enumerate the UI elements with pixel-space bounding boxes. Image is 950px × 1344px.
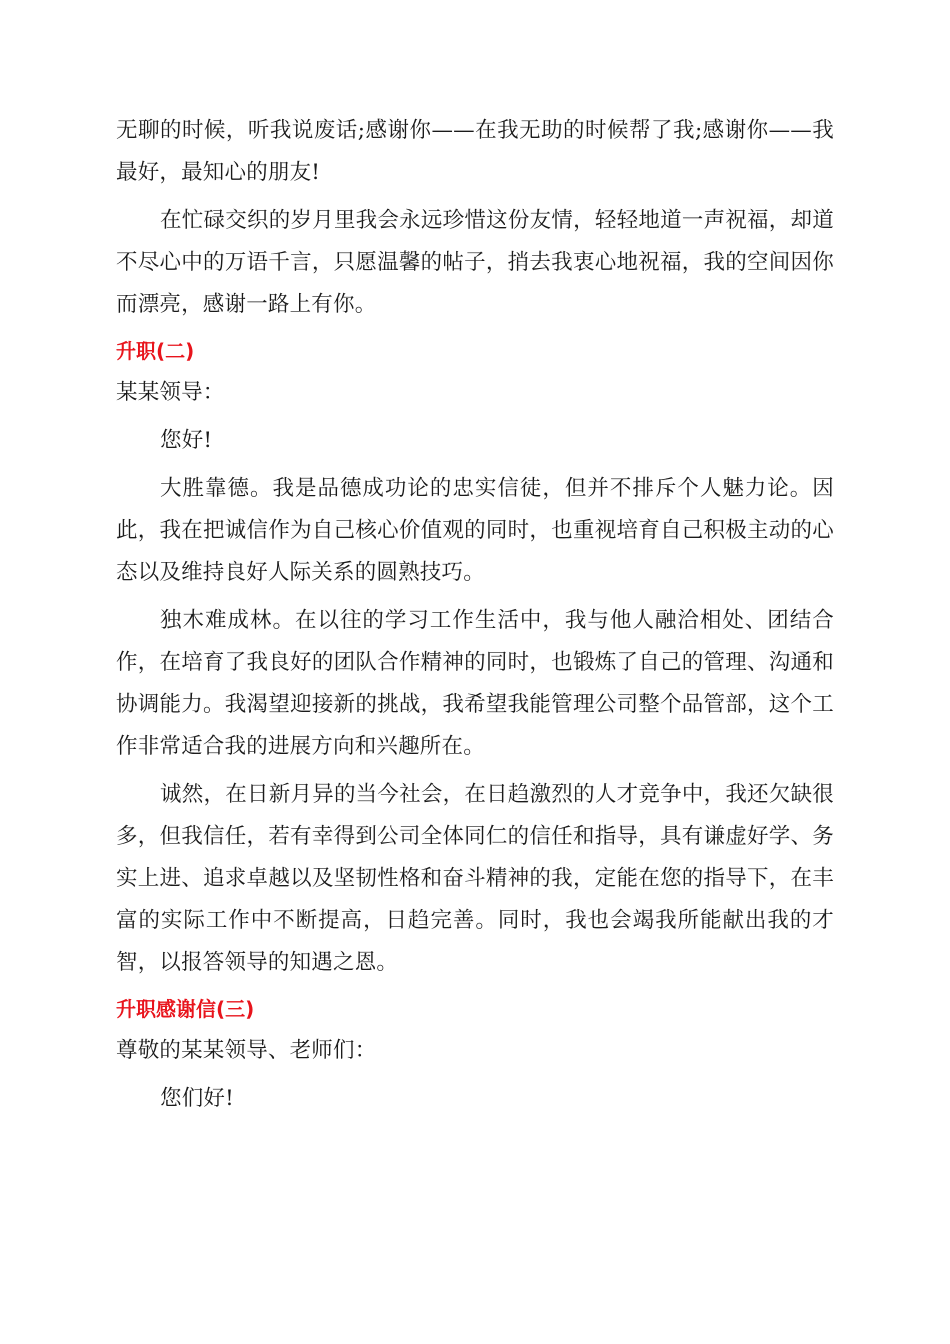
paragraph-virtue: 大胜靠德。我是品德成功论的忠实信徒，但并不排斥个人魅力论。因此，我在把诚信作为自己核心价值观的同时，也重视培育自己积极主动的心态以及维持良好人际关系的圆熟技巧。 (116, 476, 834, 585)
salutation-leader: 某某领导： (116, 380, 225, 405)
document-page (116, 110, 834, 1120)
paragraph-commitment: 诚然，在日新月异的当今社会，在日趋激烈的人才竞争中，我还欠缺很多，但我信任，若有幸得到公司全体同仁的信任和指导，具有谦虚好学、务实上进、追求卓越以及坚韧性格和奋斗精神的我，定能在您的指导下，在丰富的实际工作中不断提高，日趋完善。同时，我也会竭我所能献出我的才智，以报答领导的知遇之恩。 (116, 782, 834, 975)
section-heading-promotion-2: 升职(二) (116, 339, 195, 363)
greeting-hello: 您好! (160, 428, 213, 453)
section-heading-promotion-3: 升职感谢信(三) (116, 997, 255, 1021)
paragraph-blessing: 在忙碌交织的岁月里我会永远珍惜这份友情，轻轻地道一声祝福，却道不尽心中的万语千言，只愿温馨的帖子，捎去我衷心地祝福，我的空间因你而漂亮，感谢一路上有你。 (116, 208, 834, 317)
salutation-leaders-teachers: 尊敬的某某领导、老师们： (116, 1038, 377, 1063)
paragraph-teamwork: 独木难成林。在以往的学习工作生活中，我与他人融洽相处、团结合作，在培育了我良好的团队合作精神的同时，也锻炼了自己的管理、沟通和协调能力。我渴望迎接新的挑战，我希望我能管理公司整个品管部，这个工作非常适合我的进展方向和兴趣所在。 (116, 608, 834, 759)
paragraph-closing-friendship: 无聊的时候，听我说废话;感谢你——在我无助的时候帮了我;感谢你——我最好，最知心的朋友! (116, 118, 834, 185)
greeting-hello-all: 您们好! (160, 1086, 234, 1111)
